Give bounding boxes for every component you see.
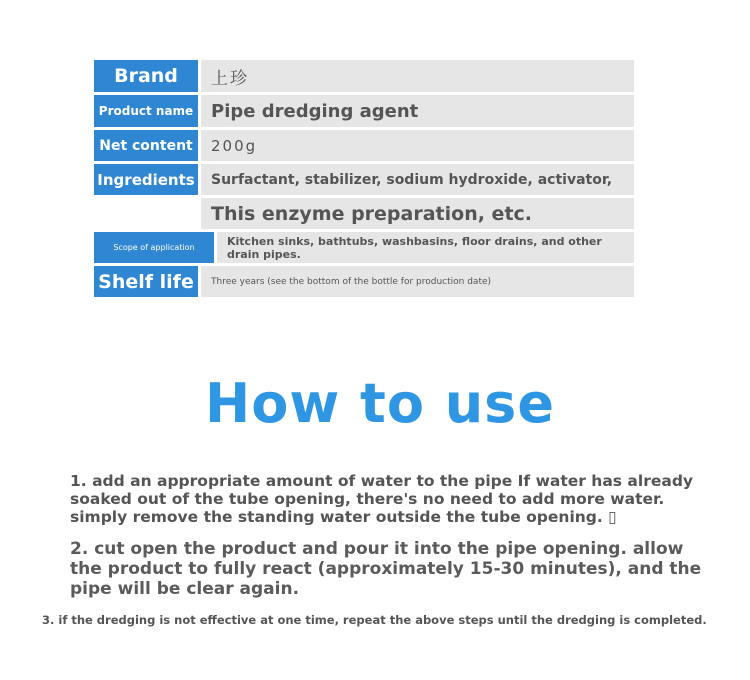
step-2-text: 2. cut open the product and pour it into the pipe opening. allow the product to fully react (approximately 15-30 minutes), and the pipe will be clear again.	[70, 539, 702, 599]
spec-label: Net content	[94, 130, 198, 161]
spec-row-ingredients	[94, 164, 634, 195]
spec-row-product-name	[94, 95, 634, 127]
spec-label: Brand	[94, 60, 198, 92]
spec-label: Ingredients	[94, 164, 198, 195]
spec-value: This enzyme preparation, etc.	[201, 198, 634, 229]
step-3-text: 3. if the dredging is not effective at one time, repeat the above steps until the dredging is completed.	[42, 613, 707, 627]
spec-row-brand	[94, 60, 634, 92]
spec-value: Surfactant, stabilizer, sodium hydroxide, activator,	[201, 164, 634, 195]
spec-row-shelf-life	[94, 266, 634, 297]
spec-value: Three years (see the bottom of the bottle for production date)	[201, 266, 634, 297]
step-1-text: 1. add an appropriate amount of water to the pipe If water has already soaked out of the tube opening, there's no need to add more water. simply remove the standing water outside the tube opening. ▯	[70, 472, 694, 526]
spec-row-ingredients-continued	[94, 198, 634, 229]
spec-label-empty	[94, 198, 198, 229]
how-to-use-title: How to use	[205, 372, 555, 435]
product-spec-table	[94, 60, 634, 300]
spec-label: Shelf life	[94, 266, 198, 297]
spec-row-net-content	[94, 130, 634, 161]
spec-label: Product name	[94, 95, 198, 127]
spec-value: 200g	[201, 130, 634, 161]
spec-label: Scope of application	[94, 232, 214, 263]
spec-value: 上珍	[201, 60, 634, 92]
spec-value: Pipe dredging agent	[201, 95, 634, 127]
spec-row-scope	[94, 232, 634, 263]
spec-value: Kitchen sinks, bathtubs, washbasins, floor drains, and other drain pipes.	[217, 232, 634, 263]
